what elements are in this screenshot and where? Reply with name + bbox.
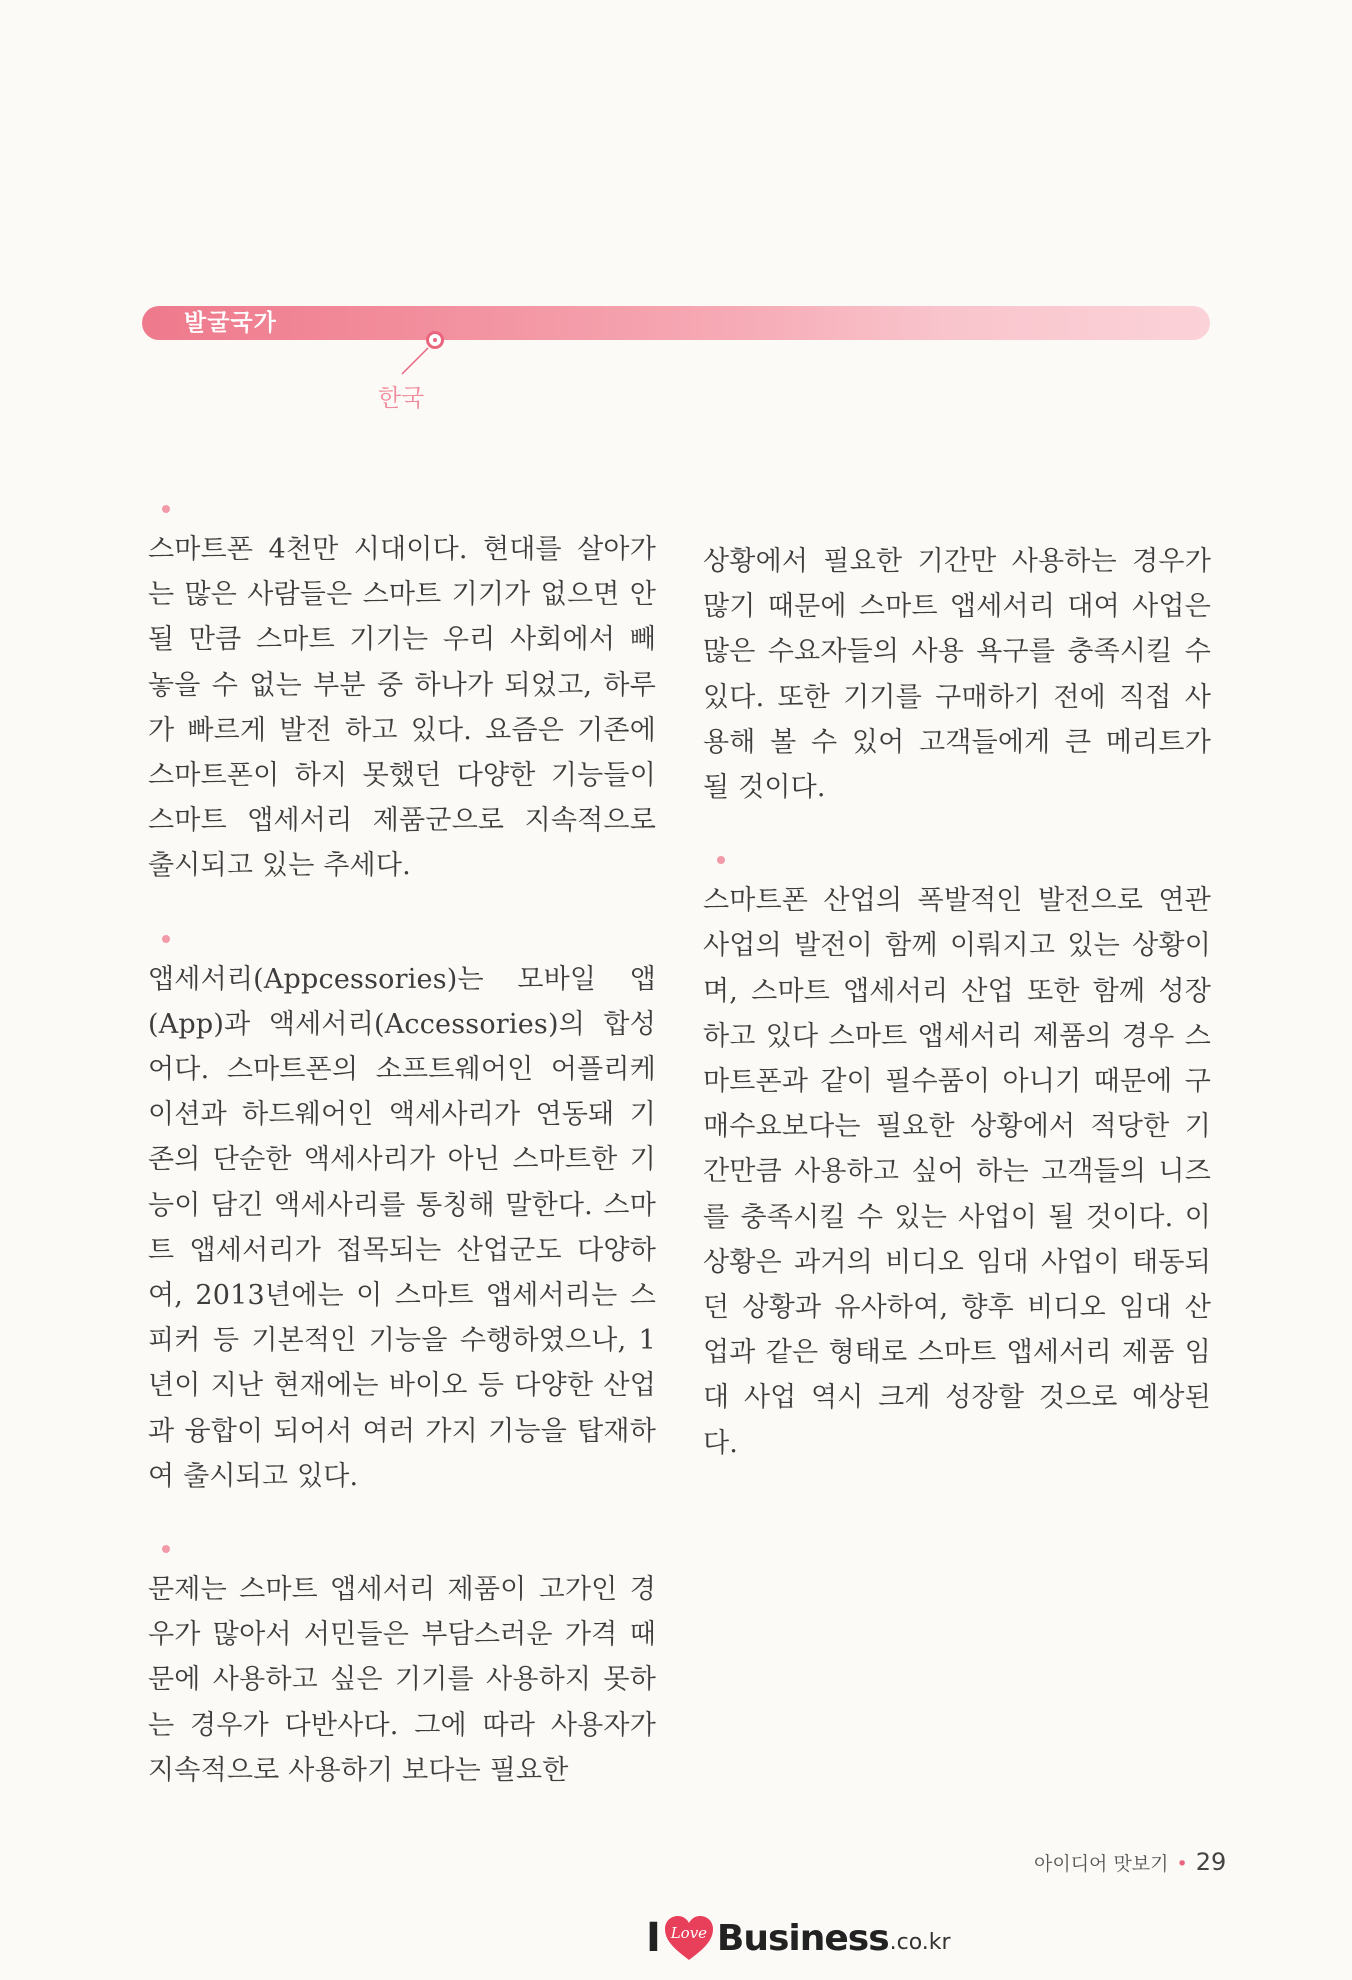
bullet-dot-icon (162, 505, 170, 513)
logo-i: I (646, 1915, 661, 1961)
paragraph-text: 앱세서리(Appcessories)는 모바일 앱(App)과 액세서리(Accessories)의 합성어다. 스마트폰의 소프트웨어인 어플리케이션과 하드웨어인 액세사리가 연동돼 기존의 단순한 액세사리가 아닌 스마트한 기능이 담긴 액세사리를 통칭해 말한다. 스마트 앱세서리가 접목되는 산업군도 다양하여, 2013년에는 이 스마트 앱세서리는 스피커 등 기본적인 기능을 수행하였으나, 1년이 지난 현재에는 바이오 등 다양한 산업과 융합이 되어서 여러 가지 기능을 탑재하여 출시되고 있다. (148, 963, 656, 1492)
paragraph-text: 상황에서 필요한 기간만 사용하는 경우가 많기 때문에 스마트 앱세서리 대여 사업은 많은 수요자들의 사용 욕구를 충족시킬 수 있다. 또한 기기를 구매하기 전에 직접 사용해 볼 수 있어 고객들에게 큰 메리트가 될 것이다. (703, 546, 1211, 804)
paragraph-text: 스마트폰 산업의 폭발적인 발전으로 연관 사업의 발전이 함께 이뤄지고 있는 상황이며, 스마트 앱세서리 산업 또한 함께 성장하고 있다 스마트 앱세서리 제품의 경우 스마트폰과 같이 필수품이 아니기 때문에 구매수요보다는 필요한 상황에서 적당한 기간만큼 사용하고 싶어 하는 고객들의 니즈를 충족시킬 수 있는 사업이 될 것이다. 이 상황은 과거의 비디오 임대 사업이 태동되던 상황과 유사하여, 향후 비디오 임대 산업과 같은 형태로 스마트 앱세서리 제품 임대 사업 역시 크게 성장할 것으로 예상된다. (703, 885, 1211, 1459)
left-column (148, 505, 656, 1839)
paragraph (703, 539, 1211, 810)
paragraph (703, 856, 1211, 1466)
paragraph-text: 스마트폰 4천만 시대이다. 현대를 살아가는 많은 사람들은 스마트 기기가 없으면 안 될 만큼 스마트 기기는 우리 사회에서 빼 놓을 수 없는 부분 중 하나가 되었고, 하루가 빠르게 발전 하고 있다. 요즘은 기존에 스마트폰이 하지 못했던 다양한 기능들이 스마트 앱세서리 제품군으로 지속적으로 출시되고 있는 추세다. (148, 534, 656, 882)
logo-domain-suffix: .co.kr (889, 1929, 951, 1955)
logo-business-text: Business (716, 1917, 889, 1959)
bullet-dot-icon (162, 935, 170, 943)
heart-logo-icon (663, 1914, 715, 1962)
bullet-dot-icon (717, 856, 725, 864)
section-header-bar (142, 306, 1210, 340)
right-column (703, 505, 1211, 1512)
page-footer (1034, 1848, 1226, 1876)
bullet-dot-icon (162, 1545, 170, 1553)
paragraph (148, 1545, 656, 1793)
paragraph (148, 935, 656, 1499)
footer-section-name: 아이디어 맛보기 (1034, 1853, 1169, 1875)
logo-love-text: Love (670, 1924, 708, 1942)
page-number: 29 (1195, 1848, 1227, 1876)
section-label: 발굴국가 (184, 310, 277, 336)
leader-line-icon (398, 346, 432, 376)
footer-separator: • (1176, 1853, 1188, 1875)
paragraph-text: 문제는 스마트 앱세서리 제품이 고가인 경우가 많아서 서민들은 부담스러운 가격 때문에 사용하고 싶은 기기를 사용하지 못하는 경우가 다반사다. 그에 따라 사용자가 지속적으로 사용하기 보다는 필요한 (148, 1574, 656, 1786)
ilovebusiness-logo (646, 1914, 951, 1962)
country-name: 한국 (378, 384, 425, 412)
paragraph (148, 505, 656, 889)
